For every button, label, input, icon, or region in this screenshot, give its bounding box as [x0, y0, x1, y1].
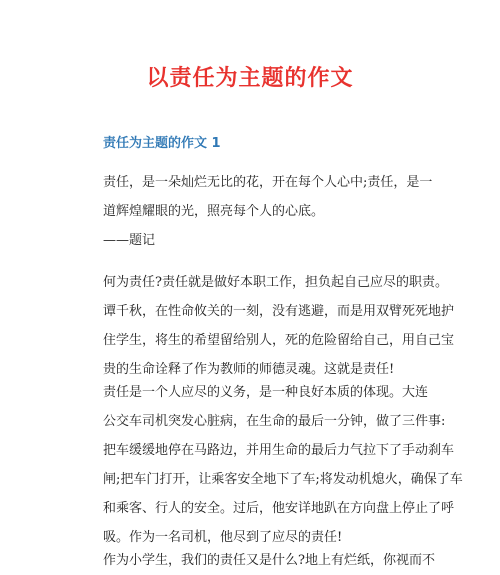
paragraph-line: 公交车司机突发心脏病，在生命的最后一分钟，做了三件事: — [103, 414, 446, 429]
paragraph-line: 作为小学生，我们的责任又是什么?地上有烂纸，你视而不 — [103, 553, 435, 568]
paragraph-4 — [103, 546, 435, 575]
document-title: 以责任为主题的作文 — [146, 66, 354, 91]
paragraph-line: 何为责任?责任就是做好本职工作，担负起自己应尽的职责。 — [103, 275, 448, 290]
paragraph-line: 贵的生命诠释了作为教师的师德灵魂。这就是责任! — [103, 362, 395, 377]
paragraph-2 — [103, 268, 455, 384]
paragraph-line: 闸;把车门打开，让乘客安全地下了车;将发动机熄火，确保了车 — [103, 472, 463, 487]
paragraph-line: 道辉煌耀眼的光，照亮每个人的心底。 — [103, 204, 325, 219]
paragraph-line: 住学生，将生的希望留给别人，死的危险留给自己，用自己宝 — [103, 333, 455, 348]
paragraph-line: 责任，是一朵灿烂无比的花，开在每个人心中;责任，是一 — [103, 175, 433, 190]
section-heading: 责任为主题的作文 1 — [103, 136, 221, 151]
paragraph-line: 和乘客、行人的安全。过后，他安详地趴在方向盘上停止了呼 — [103, 501, 455, 516]
paragraph-line: 谭千秋，在性命攸关的一刻，没有逃避，而是用双臂死死地护 — [103, 304, 455, 319]
paragraph-line: ——题记 — [103, 233, 156, 248]
paragraph-line: 责任是一个人应尽的义务，是一种良好本质的体现。大连 — [103, 385, 429, 400]
paragraph-epigraph — [103, 226, 425, 255]
paragraph-line: 吸。作为一名司机，他尽到了应尽的责任! — [103, 530, 343, 545]
paragraph-3 — [103, 378, 463, 552]
paragraph-1 — [103, 168, 433, 226]
paragraph-line: 把车缓缓地停在马路边，并用生命的最后力气拉下了手动刹车 — [103, 443, 455, 458]
